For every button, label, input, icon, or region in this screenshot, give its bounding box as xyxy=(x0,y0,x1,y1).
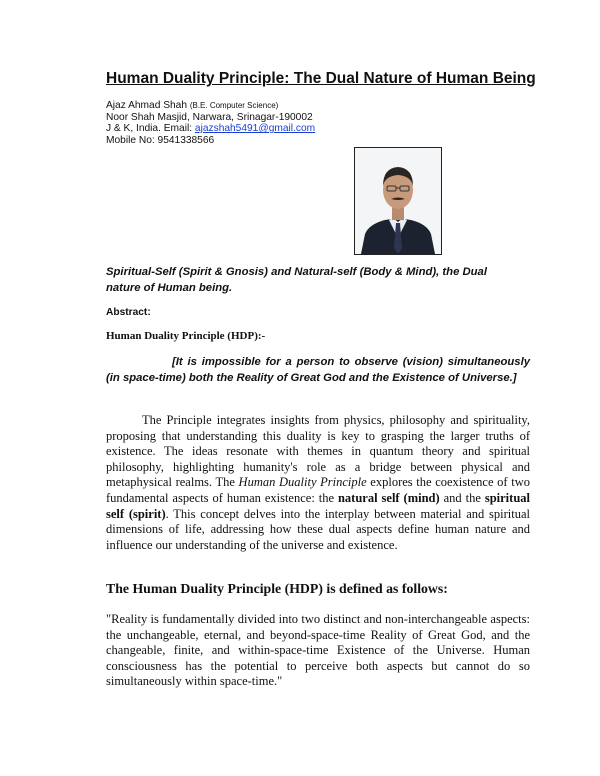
author-mobile: Mobile No: 9541338566 xyxy=(106,134,215,146)
body-text-4: . This concept delves into the interplay between material and spiritual dimensions of life, addressing how these dual aspects define human nature and influence our understanding of the universe and existence. xyxy=(106,506,530,552)
body-text-3: and the xyxy=(439,490,485,505)
author-line xyxy=(106,100,315,112)
paper-subtitle: Spiritual-Self (Spirit & Gnosis) and Natural-self (Body & Mind), the Dual nature of Human being. xyxy=(106,266,487,294)
body-bold-natural-self: natural self (mind) xyxy=(337,490,440,505)
definition-paragraph: "Reality is fundamentally divided into two distinct and non-interchangeable aspects: the unchangeable, eternal, and beyond-space-time Reality of Great God, and the changeable, finite, and within-space-time Existence of the Universe. Human consciousness has the potential to perceive both aspects but cannot do so simultaneously within space-time." xyxy=(106,612,530,689)
author-photo xyxy=(354,147,442,255)
abstract-label: Abstract: xyxy=(106,307,151,318)
hdp-label: Human Duality Principle (HDP):- xyxy=(106,330,266,342)
author-degree: (B.E. Computer Science) xyxy=(189,101,279,110)
portrait-image xyxy=(355,148,441,254)
author-address: Noor Shah Masjid, Narwara, Srinagar-190002 xyxy=(106,111,313,123)
principle-quote: [It is impossible for a person to observe (vision) simultaneously (in space-time) both the Reality of Great God and the Existence of Universe.] xyxy=(106,356,530,384)
author-name: Ajaz Ahmad Shah xyxy=(106,100,190,111)
body-paragraph xyxy=(106,413,530,553)
author-location-email xyxy=(106,123,315,135)
author-block xyxy=(106,100,315,146)
body-text-2: explores the coexistence of two fundamental aspects of human existence: the xyxy=(106,475,530,505)
author-location: J & K, India. Email: xyxy=(106,123,195,135)
email-link[interactable]: ajazshah5491@gmail.com xyxy=(194,123,316,135)
body-bold-spiritual-self: spiritual self (spirit) xyxy=(106,490,530,521)
body-text-1: The Principle integrates insights from physics, philosophy and spirituality, proposing that understanding this duality is key to grasping the larger truths of existence. The ideas resonate with themes in quantum theory and spiritual philosophy, highlighting humanity's role as a bridge between physical and metaphysical realms. The xyxy=(106,413,530,490)
body-italic-term: Human Duality Principle xyxy=(238,475,367,490)
section-heading: The Human Duality Principle (HDP) is defined as follows: xyxy=(106,581,448,596)
document-title: Human Duality Principle: The Dual Nature of Human Being xyxy=(106,70,536,87)
